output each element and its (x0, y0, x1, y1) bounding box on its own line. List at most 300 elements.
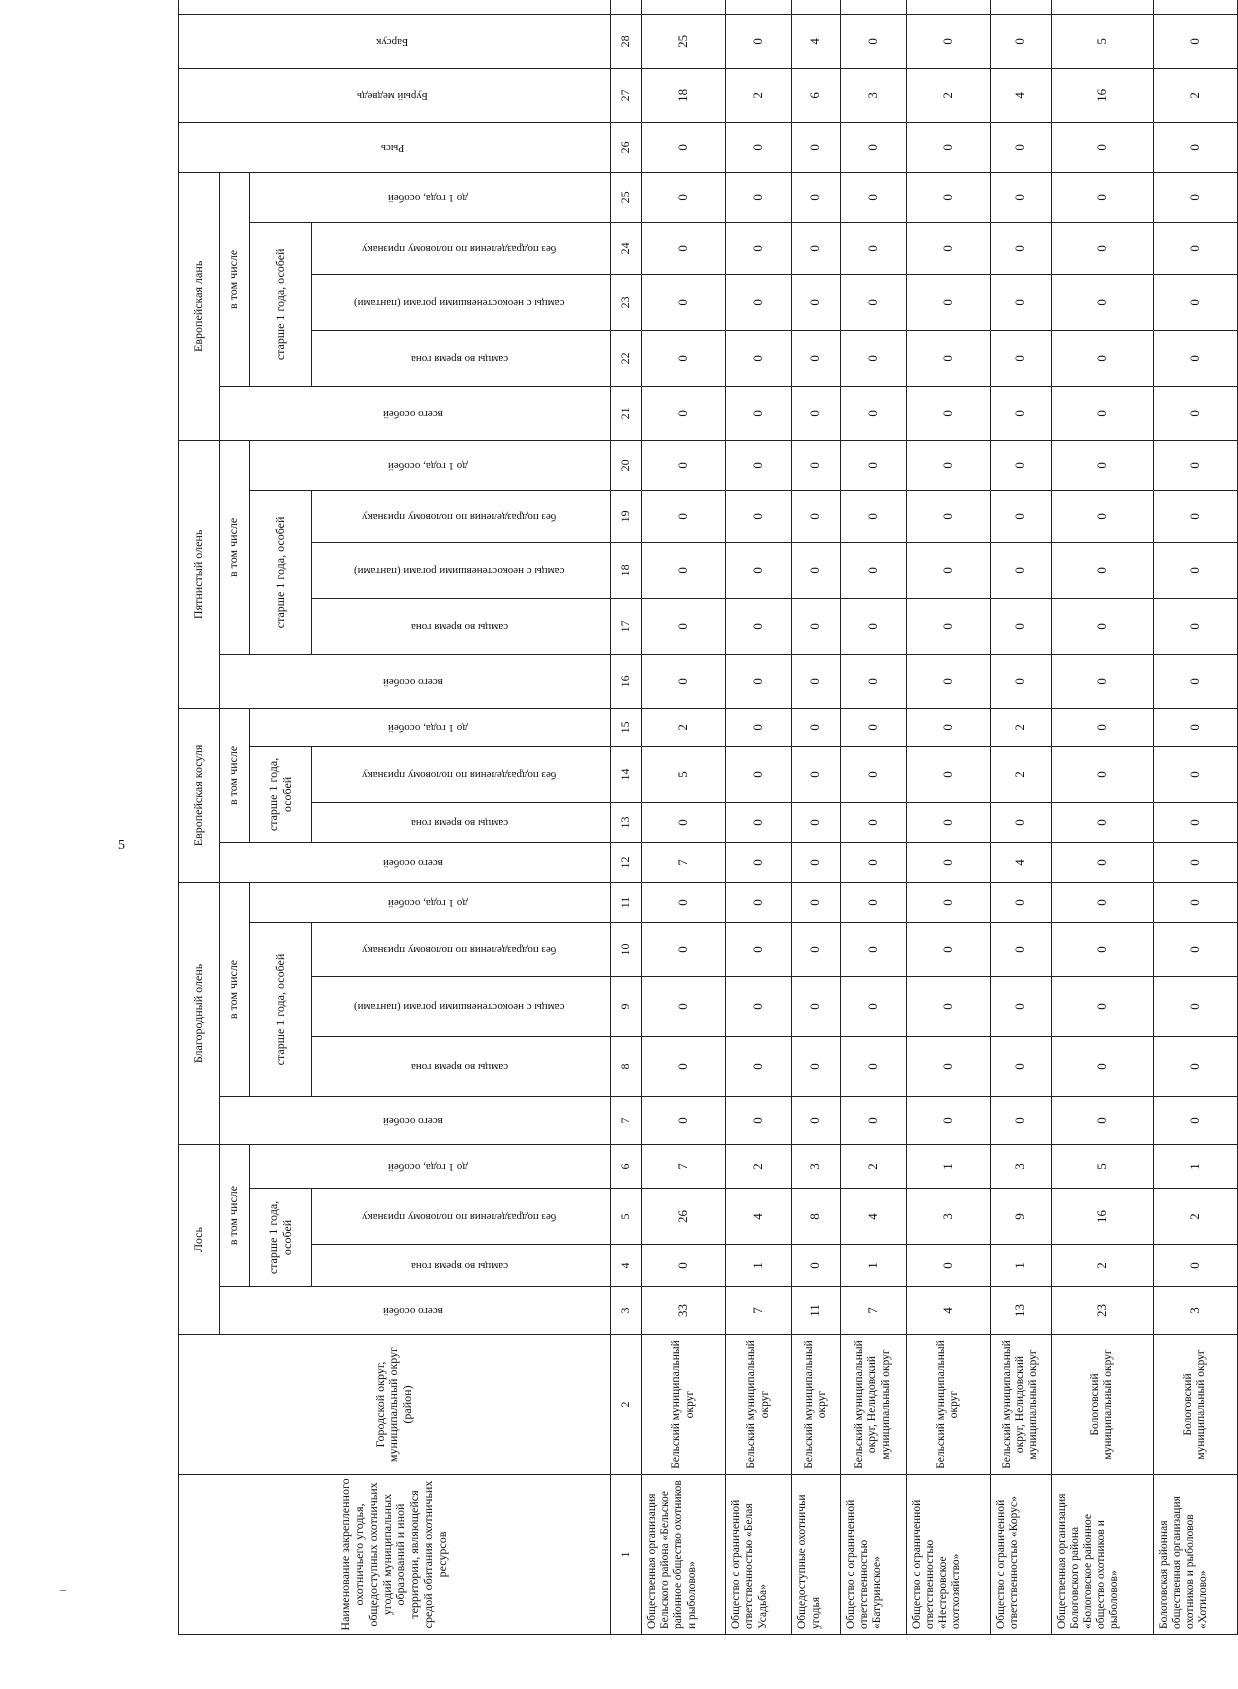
district-name: Бельский муниципальный округ (792, 1335, 840, 1475)
header-v-tom-chisle: в том числе (219, 440, 249, 654)
column-number: 23 (610, 274, 641, 330)
count-cell: 0 (906, 1097, 990, 1145)
count-cell: 2 (840, 1145, 906, 1189)
count-cell: 0 (1153, 802, 1237, 842)
organization-name: Бологовская районная общественная организация охотников и рыболовов «Хотилово» (1153, 1475, 1237, 1635)
count-cell: 0 (840, 274, 906, 330)
count-cell: 0 (1153, 842, 1237, 882)
count-cell: 0 (1051, 882, 1153, 922)
header-barsuk: Барсук (179, 14, 611, 68)
count-cell: 1 (906, 1145, 990, 1189)
header-samtsy-gon: самцы во время гона (312, 598, 610, 654)
count-cell: 0 (840, 122, 906, 172)
header-starshe: старше 1 года, особей (249, 222, 312, 386)
count-cell: 2 (990, 746, 1051, 802)
header-samtsy-rogami: самцы с неокостеневшими рогами (пантами) (312, 977, 610, 1037)
count-cell: 5 (1051, 14, 1153, 68)
organization-name: Общество с ограниченной ответственностью «Белая Усадьба» (726, 1475, 792, 1635)
count-cell: 4 (726, 1189, 792, 1245)
count-cell: 0 (726, 330, 792, 386)
header-group-blagorodny: Благородный олень (179, 882, 220, 1144)
count-cell: 0 (906, 1037, 990, 1097)
count-cell: 9 (990, 1189, 1051, 1245)
count-cell: 0 (726, 708, 792, 746)
count-cell: 0 (990, 598, 1051, 654)
count-cell: 0 (1051, 1097, 1153, 1145)
count-cell (990, 0, 1051, 14)
count-cell: 2 (1153, 68, 1237, 122)
count-cell: 0 (641, 1097, 725, 1145)
district-name: Бельский муниципальный округ, Нелидовский муниципальный округ (840, 1335, 906, 1475)
count-cell: 2 (726, 68, 792, 122)
count-cell: 0 (990, 330, 1051, 386)
count-cell: 6 (792, 68, 840, 122)
count-cell: 0 (906, 14, 990, 68)
count-cell: 0 (1153, 1097, 1237, 1145)
count-cell: 0 (840, 598, 906, 654)
count-cell: 0 (726, 1097, 792, 1145)
count-cell: 0 (1153, 977, 1237, 1037)
count-cell: 0 (641, 1037, 725, 1097)
column-number: 13 (610, 802, 641, 842)
count-cell: 0 (792, 746, 840, 802)
count-cell: 0 (840, 330, 906, 386)
count-cell: 0 (1051, 977, 1153, 1037)
count-cell: 2 (990, 708, 1051, 746)
count-cell: 0 (990, 542, 1051, 598)
count-cell: 5 (641, 746, 725, 802)
header-group-pyatnisty: Пятнистый олень (179, 440, 220, 708)
count-cell: 0 (840, 490, 906, 542)
organization-name: Общество с ограниченной ответственностью «Нестеровское охотхозяйство» (906, 1475, 990, 1635)
column-number: 17 (610, 598, 641, 654)
count-cell: 0 (726, 386, 792, 440)
count-cell: 0 (990, 802, 1051, 842)
count-cell (726, 0, 792, 14)
count-cell: 4 (906, 1287, 990, 1335)
count-cell: 0 (726, 598, 792, 654)
column-number: 10 (610, 923, 641, 977)
count-cell: 0 (641, 654, 725, 708)
column-number: 2 (610, 1335, 641, 1475)
count-cell (1051, 0, 1153, 14)
count-cell: 0 (1153, 222, 1237, 274)
count-cell: 0 (1153, 330, 1237, 386)
count-cell: 23 (1051, 1287, 1153, 1335)
count-cell: 0 (792, 842, 840, 882)
count-cell (792, 0, 840, 14)
table-row (641, 0, 725, 1635)
column-number: 12 (610, 842, 641, 882)
count-cell: 4 (792, 14, 840, 68)
count-cell: 4 (840, 1189, 906, 1245)
count-cell: 4 (990, 68, 1051, 122)
count-cell: 0 (1051, 172, 1153, 222)
table-body (641, 0, 1237, 1635)
count-cell: 16 (1051, 1189, 1153, 1245)
count-cell: 0 (641, 802, 725, 842)
count-cell: 0 (726, 802, 792, 842)
table-row (990, 0, 1051, 1635)
table-row (1051, 0, 1153, 1635)
count-cell: 0 (1051, 654, 1153, 708)
organization-name: Общество с ограниченной ответственностью «Корус» (990, 1475, 1051, 1635)
header-vydra (179, 0, 611, 14)
count-cell: 0 (906, 923, 990, 977)
count-cell: 0 (906, 330, 990, 386)
count-cell: 0 (840, 923, 906, 977)
count-cell: 0 (906, 222, 990, 274)
count-cell: 0 (1051, 746, 1153, 802)
count-cell: 0 (641, 274, 725, 330)
header-do-goda: до 1 года, особей (249, 708, 610, 746)
column-number: 6 (610, 1145, 641, 1189)
count-cell: 0 (990, 882, 1051, 922)
column-number: 18 (610, 542, 641, 598)
count-cell: 0 (792, 882, 840, 922)
count-cell: 0 (792, 654, 840, 708)
district-name: Бельский муниципальный округ (641, 1335, 725, 1475)
column-number: 5 (610, 1189, 641, 1245)
count-cell: 0 (1051, 386, 1153, 440)
header-samtsy-gon: самцы во время гона (312, 1245, 610, 1287)
count-cell: 25 (641, 14, 725, 68)
header-v-tom-chisle: в том числе (219, 172, 249, 386)
count-cell: 0 (906, 708, 990, 746)
count-cell: 0 (726, 490, 792, 542)
header-v-tom-chisle: в том числе (219, 882, 249, 1096)
count-cell: 0 (792, 386, 840, 440)
count-cell: 0 (906, 598, 990, 654)
header-samtsy-rogami: самцы с неокостеневшими рогами (пантами) (312, 274, 610, 330)
count-cell: 0 (840, 172, 906, 222)
count-cell: 0 (990, 440, 1051, 490)
column-number: 24 (610, 222, 641, 274)
count-cell: 0 (1051, 222, 1153, 274)
count-cell: 0 (726, 977, 792, 1037)
column-number (610, 0, 641, 14)
header-group-lan: Европейская лань (179, 172, 220, 440)
count-cell: 0 (1153, 172, 1237, 222)
count-cell: 0 (840, 222, 906, 274)
wildlife-count-table (178, 0, 1238, 1635)
count-cell: 0 (1051, 122, 1153, 172)
count-cell: 0 (1051, 330, 1153, 386)
count-cell: 0 (990, 923, 1051, 977)
count-cell: 0 (1153, 923, 1237, 977)
count-cell: 0 (1153, 440, 1237, 490)
count-cell: 0 (990, 274, 1051, 330)
count-cell: 3 (840, 68, 906, 122)
count-cell: 3 (1153, 1287, 1237, 1335)
header-vsego: всего особей (219, 842, 610, 882)
count-cell: 33 (641, 1287, 725, 1335)
header-rys: Рысь (179, 122, 611, 172)
count-cell: 0 (906, 542, 990, 598)
count-cell: 0 (990, 1097, 1051, 1145)
header-bez-pola: без подразделения по половому признаку (312, 923, 610, 977)
count-cell: 0 (1153, 746, 1237, 802)
column-number: 7 (610, 1097, 641, 1145)
count-cell: 0 (792, 122, 840, 172)
header-bez-pola: без подразделения по половому признаку (312, 746, 610, 802)
header-medved: Бурый медведь (179, 68, 611, 122)
count-cell: 0 (1153, 122, 1237, 172)
count-cell: 0 (792, 1245, 840, 1287)
count-cell: 0 (1051, 1037, 1153, 1097)
rotated-table-wrapper (178, 34, 1238, 1635)
header-samtsy-gon: самцы во время гона (312, 330, 610, 386)
count-cell: 0 (641, 330, 725, 386)
table-row (906, 0, 990, 1635)
count-cell: 1 (1153, 1145, 1237, 1189)
header-samtsy-gon: самцы во время гона (312, 1037, 610, 1097)
count-cell: 0 (840, 977, 906, 1037)
header-starshe: старше 1 года, особей (249, 923, 312, 1097)
count-cell: 7 (641, 842, 725, 882)
count-cell: 0 (906, 490, 990, 542)
count-cell: 0 (1051, 274, 1153, 330)
organization-name: Общество с ограниченной ответственностью «Батуринское» (840, 1475, 906, 1635)
count-cell (641, 0, 725, 14)
count-cell: 0 (792, 1037, 840, 1097)
count-cell: 3 (990, 1145, 1051, 1189)
count-cell: 0 (1153, 542, 1237, 598)
count-cell: 0 (840, 542, 906, 598)
count-cell: 0 (792, 802, 840, 842)
count-cell: 2 (726, 1145, 792, 1189)
count-cell: 0 (906, 882, 990, 922)
count-cell: 0 (641, 598, 725, 654)
count-cell: 0 (840, 746, 906, 802)
count-cell: 0 (840, 386, 906, 440)
count-cell: 0 (641, 542, 725, 598)
count-cell: 0 (906, 842, 990, 882)
district-name: Бологовский муниципальный округ (1153, 1335, 1237, 1475)
count-cell: 0 (1051, 490, 1153, 542)
column-number: 27 (610, 68, 641, 122)
count-cell (1153, 0, 1237, 14)
count-cell: 0 (1153, 1245, 1237, 1287)
header-vsego: всего особей (219, 1097, 610, 1145)
count-cell: 11 (792, 1287, 840, 1335)
count-cell: 0 (1051, 802, 1153, 842)
count-cell: 0 (641, 122, 725, 172)
count-cell: 0 (726, 746, 792, 802)
count-cell: 0 (1051, 440, 1153, 490)
count-cell (906, 0, 990, 14)
count-cell: 0 (1153, 598, 1237, 654)
district-name: Бельский муниципальный округ (906, 1335, 990, 1475)
header-group-kosulya: Европейская косуля (179, 708, 220, 882)
count-cell: 13 (990, 1287, 1051, 1335)
count-cell: 0 (840, 654, 906, 708)
count-cell: 0 (641, 1245, 725, 1287)
header-vsego: всего особей (219, 386, 610, 440)
count-cell: 0 (906, 746, 990, 802)
count-cell: 0 (726, 842, 792, 882)
count-cell: 0 (792, 708, 840, 746)
count-cell: 0 (726, 222, 792, 274)
column-number: 14 (610, 746, 641, 802)
count-cell: 0 (840, 1037, 906, 1097)
organization-name: Общедоступные охотничьи угодья (792, 1475, 840, 1635)
count-cell: 7 (726, 1287, 792, 1335)
count-cell: 0 (906, 440, 990, 490)
count-cell: 0 (1051, 923, 1153, 977)
count-cell: 0 (840, 802, 906, 842)
header-vsego: всего особей (219, 1287, 610, 1335)
count-cell: 0 (906, 274, 990, 330)
column-number: 3 (610, 1287, 641, 1335)
margin-mark (60, 1590, 66, 1591)
count-cell: 0 (641, 923, 725, 977)
count-cell: 0 (726, 542, 792, 598)
count-cell: 0 (641, 490, 725, 542)
column-number: 25 (610, 172, 641, 222)
column-number: 28 (610, 14, 641, 68)
count-cell: 7 (641, 1145, 725, 1189)
district-name: Бельский муниципальный округ (726, 1335, 792, 1475)
header-bez-pola: без подразделения по половому признаку (312, 222, 610, 274)
count-cell: 0 (1051, 842, 1153, 882)
header-bez-pola: без подразделения по половому признаку (312, 490, 610, 542)
column-number: 21 (610, 386, 641, 440)
table-row (1153, 0, 1237, 1635)
count-cell: 4 (990, 842, 1051, 882)
count-cell: 0 (641, 222, 725, 274)
count-cell: 0 (1051, 542, 1153, 598)
count-cell: 0 (641, 172, 725, 222)
table-row (792, 0, 840, 1635)
column-number: 8 (610, 1037, 641, 1097)
count-cell: 26 (641, 1189, 725, 1245)
count-cell: 2 (1051, 1245, 1153, 1287)
count-cell: 18 (641, 68, 725, 122)
count-cell: 5 (1051, 1145, 1153, 1189)
count-cell: 0 (906, 386, 990, 440)
header-okrug-col: Городской округ, муниципальный округ (район) (179, 1335, 611, 1475)
count-cell: 0 (906, 1245, 990, 1287)
count-cell: 0 (1153, 14, 1237, 68)
header-do-goda: до 1 года, особей (249, 440, 610, 490)
header-group-los: Лось (179, 1145, 220, 1335)
count-cell: 0 (1153, 882, 1237, 922)
count-cell: 0 (1153, 386, 1237, 440)
count-cell: 0 (840, 1097, 906, 1145)
count-cell: 0 (840, 440, 906, 490)
column-number: 15 (610, 708, 641, 746)
column-number: 1 (610, 1475, 641, 1635)
count-cell: 0 (906, 654, 990, 708)
count-cell: 0 (792, 490, 840, 542)
count-cell: 0 (792, 222, 840, 274)
count-cell: 0 (641, 882, 725, 922)
column-number: 26 (610, 122, 641, 172)
count-cell: 16 (1051, 68, 1153, 122)
count-cell: 0 (990, 654, 1051, 708)
count-cell: 0 (990, 172, 1051, 222)
count-cell: 0 (906, 122, 990, 172)
count-cell: 0 (792, 1097, 840, 1145)
count-cell: 0 (792, 172, 840, 222)
count-cell: 0 (1153, 274, 1237, 330)
organization-name: Общественная организация Бологовского района «Бологовское районное общество охотников и рыболовов» (1051, 1475, 1153, 1635)
count-cell: 0 (726, 14, 792, 68)
count-cell: 0 (1051, 598, 1153, 654)
header-do-goda: до 1 года, особей (249, 172, 610, 222)
count-cell: 1 (840, 1245, 906, 1287)
count-cell: 0 (792, 598, 840, 654)
district-name: Бологовский муниципальный округ (1051, 1335, 1153, 1475)
count-cell: 0 (1153, 1037, 1237, 1097)
count-cell: 0 (726, 654, 792, 708)
header-v-tom-chisle: в том числе (219, 1145, 249, 1287)
count-cell: 1 (990, 1245, 1051, 1287)
count-cell: 0 (840, 842, 906, 882)
header-starshe: старше 1 года, особей (249, 1189, 312, 1287)
district-name: Бельский муниципальный округ, Нелидовский муниципальный округ (990, 1335, 1051, 1475)
count-cell: 0 (792, 542, 840, 598)
count-cell: 0 (990, 1037, 1051, 1097)
count-cell: 0 (1051, 708, 1153, 746)
count-cell: 2 (641, 708, 725, 746)
header-vsego: всего особей (219, 654, 610, 708)
count-cell: 0 (990, 14, 1051, 68)
header-starshe: старше 1 года, особей (249, 490, 312, 654)
count-cell: 0 (906, 977, 990, 1037)
count-cell: 0 (906, 802, 990, 842)
count-cell: 0 (641, 440, 725, 490)
count-cell: 1 (726, 1245, 792, 1287)
count-cell: 0 (792, 274, 840, 330)
count-cell: 7 (840, 1287, 906, 1335)
column-number: 20 (610, 440, 641, 490)
column-number-row (610, 0, 641, 1635)
count-cell: 0 (906, 172, 990, 222)
count-cell: 8 (792, 1189, 840, 1245)
count-cell: 0 (792, 923, 840, 977)
count-cell: 2 (906, 68, 990, 122)
count-cell: 3 (792, 1145, 840, 1189)
table-row (840, 0, 906, 1635)
count-cell: 2 (1153, 1189, 1237, 1245)
organization-name: Общественная организация Бельского района «Бельское районное общество охотников и рыболовов» (641, 1475, 725, 1635)
count-cell: 0 (840, 14, 906, 68)
count-cell: 0 (1153, 490, 1237, 542)
count-cell: 0 (726, 122, 792, 172)
count-cell (840, 0, 906, 14)
header-do-goda: до 1 года, особей (249, 1145, 610, 1189)
count-cell: 0 (990, 222, 1051, 274)
header-samtsy-rogami: самцы с неокостеневшими рогами (пантами) (312, 542, 610, 598)
count-cell: 0 (990, 490, 1051, 542)
count-cell: 0 (840, 882, 906, 922)
count-cell: 0 (726, 172, 792, 222)
header-v-tom-chisle: в том числе (219, 708, 249, 842)
count-cell: 0 (1153, 708, 1237, 746)
column-number: 11 (610, 882, 641, 922)
header-starshe: старше 1 года, особей (249, 746, 312, 842)
count-cell: 0 (726, 923, 792, 977)
table-row (726, 0, 792, 1635)
header-bez-pola: без подразделения по половому признаку (312, 1189, 610, 1245)
count-cell: 0 (840, 708, 906, 746)
count-cell: 0 (641, 386, 725, 440)
count-cell: 0 (792, 440, 840, 490)
header-do-goda: до 1 года, особей (249, 882, 610, 922)
count-cell: 0 (792, 330, 840, 386)
